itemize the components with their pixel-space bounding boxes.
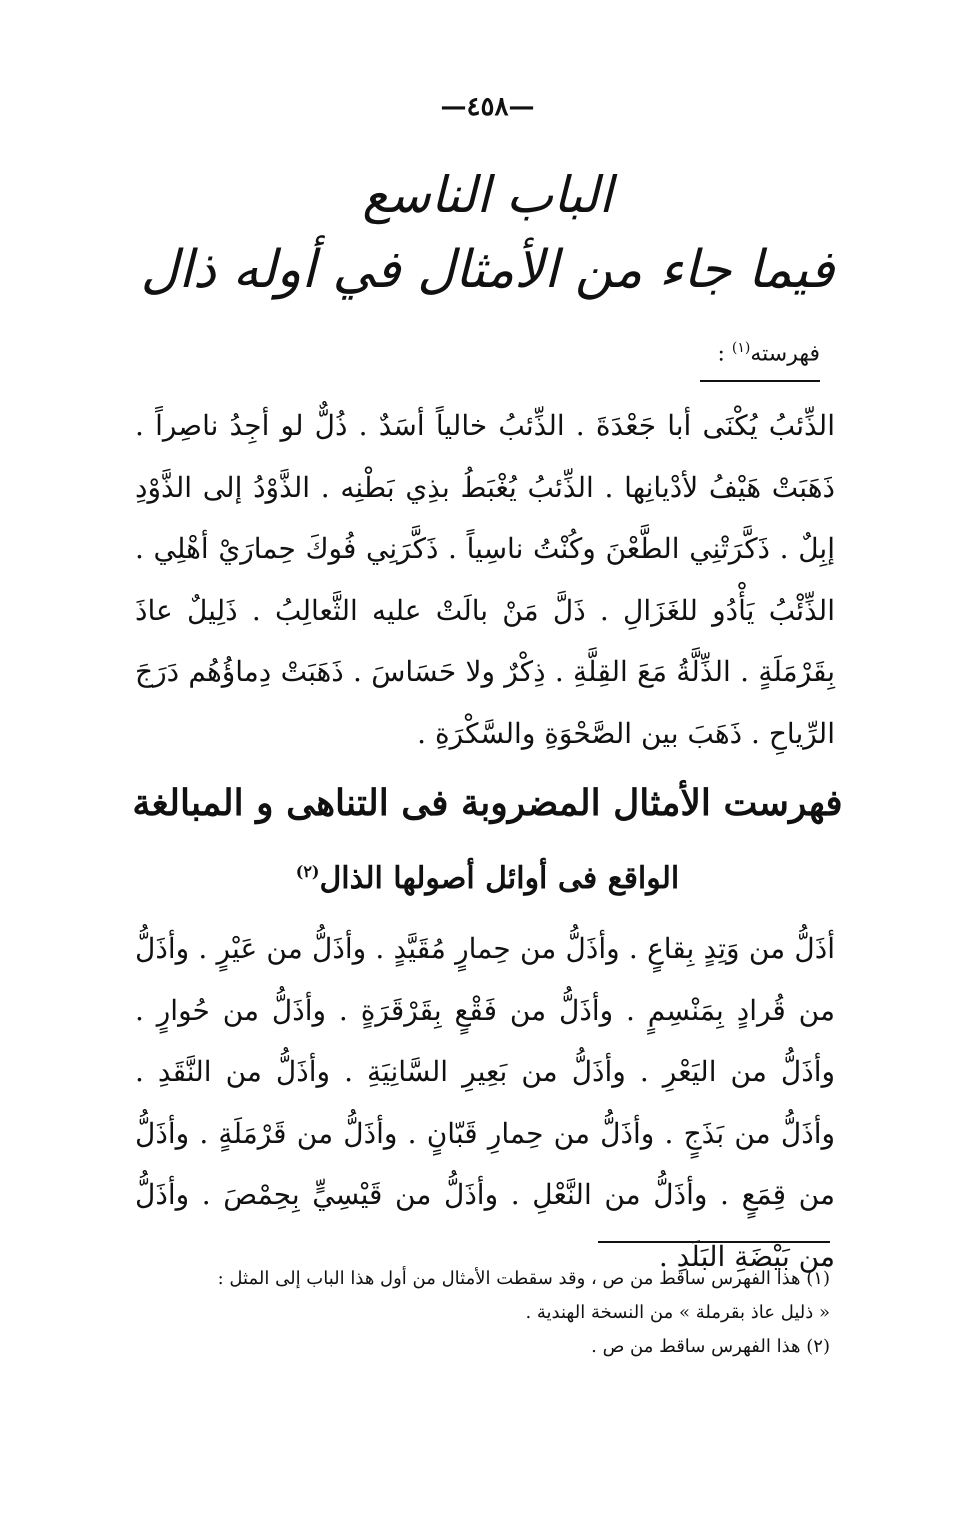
index-label [717, 340, 820, 366]
footnotes [140, 1262, 830, 1364]
footnote-divider [598, 1241, 830, 1243]
section-subheading [0, 848, 975, 903]
index-underline [700, 380, 820, 382]
footnote-ref-1: (١) [731, 340, 751, 356]
footnote-1: (١) هذا الفهرس ساقط من ص ، وقد سقطت الأمثال من أول هذا الباب إلى المثل : [217, 1268, 830, 1289]
footnote-2: (٢) هذا الفهرس ساقط من ص . [591, 1336, 830, 1357]
chapter-subtitle: فيما جاء من الأمثال في أوله ذال [140, 240, 835, 300]
superlatives-paragraph: أذَلُّ من وَتِدٍ بِقاعٍ . وأذَلُّ من حِمارٍ مُقَيَّدٍ . وأذَلُّ من عَيْرٍ . وأذَلُّ من قُرادٍ بِمَنْسِمٍ . وأذَلُّ من فَقْعٍ بِقَرْقَرَةٍ . وأذَلُّ من حُوارٍ . وأذَلُّ من اليَعْرِ . وأذَلُّ من بَعِيرِ السَّانِيَةِ . وأذَلُّ من النَّقَدِ . وأذَلُّ من بَذَجٍ . وأذَلُّ من حِمارِ قَبّانٍ . وأذَلُّ من قَرْمَلَةٍ . وأذَلُّ من قِمَعٍ . وأذَلُّ من النَّعْلِ . وأذَلُّ من قَيْسِيٍّ بِحِمْصَ . وأذَلُّ من بَيْضَةِ البَلَدِ . [135, 932, 835, 1273]
chapter-title: الباب الناسع [362, 166, 613, 224]
footnote-ref-2: (٢) [295, 862, 320, 881]
index-label-colon: : [717, 341, 725, 367]
section-heading: فهرست الأمثال المضروبة فى التناهى و المبالغة [132, 782, 843, 824]
page-number: —٤٥٨— [440, 92, 535, 122]
proverbs-paragraph: الذِّئبُ يُكْنَى أبا جَعْدَةَ . الذِّئبُ خالياً أسَدٌ . ذُلٌّ لو أجِدُ ناصِراً . ذَهَبَتْ هَيْفُ لأدْيانِها . الذِّئبُ يُغْبَطُ بذِي بَطْنِه . الذَّوْدُ إلى الذَّوْدِ إبِلٌ . ذَكَّرَتْنِي الطَّعْنَ وكُنْتُ ناسِياً . ذَكَّرَنِي فُوكَ حِمارَيْ أهْلِي . الذِّئْبُ يَأْدُو للغَزَالِ . ذَلَّ مَنْ بالَتْ عليه الثَّعالِبُ . ذَلِيلٌ عاذَ بِقَرْمَلَةٍ . الذِّلَّةُ مَعَ القِلَّةِ . ذِكْرٌ ولا حَسَاسَ . ذَهَبَتْ دِماؤُهُم دَرَجَ الرِّياحِ . ذَهَبَ بين الصَّحْوَةِ والسَّكْرَةِ . [135, 409, 835, 750]
index-label-text: فهرسته [750, 341, 820, 367]
footnote-1-continued: « ذليل عاذ بقرملة » من النسخة الهندية . [525, 1302, 830, 1323]
section-subheading-text: الواقع فى أوائل أصولها الذال [319, 861, 680, 896]
